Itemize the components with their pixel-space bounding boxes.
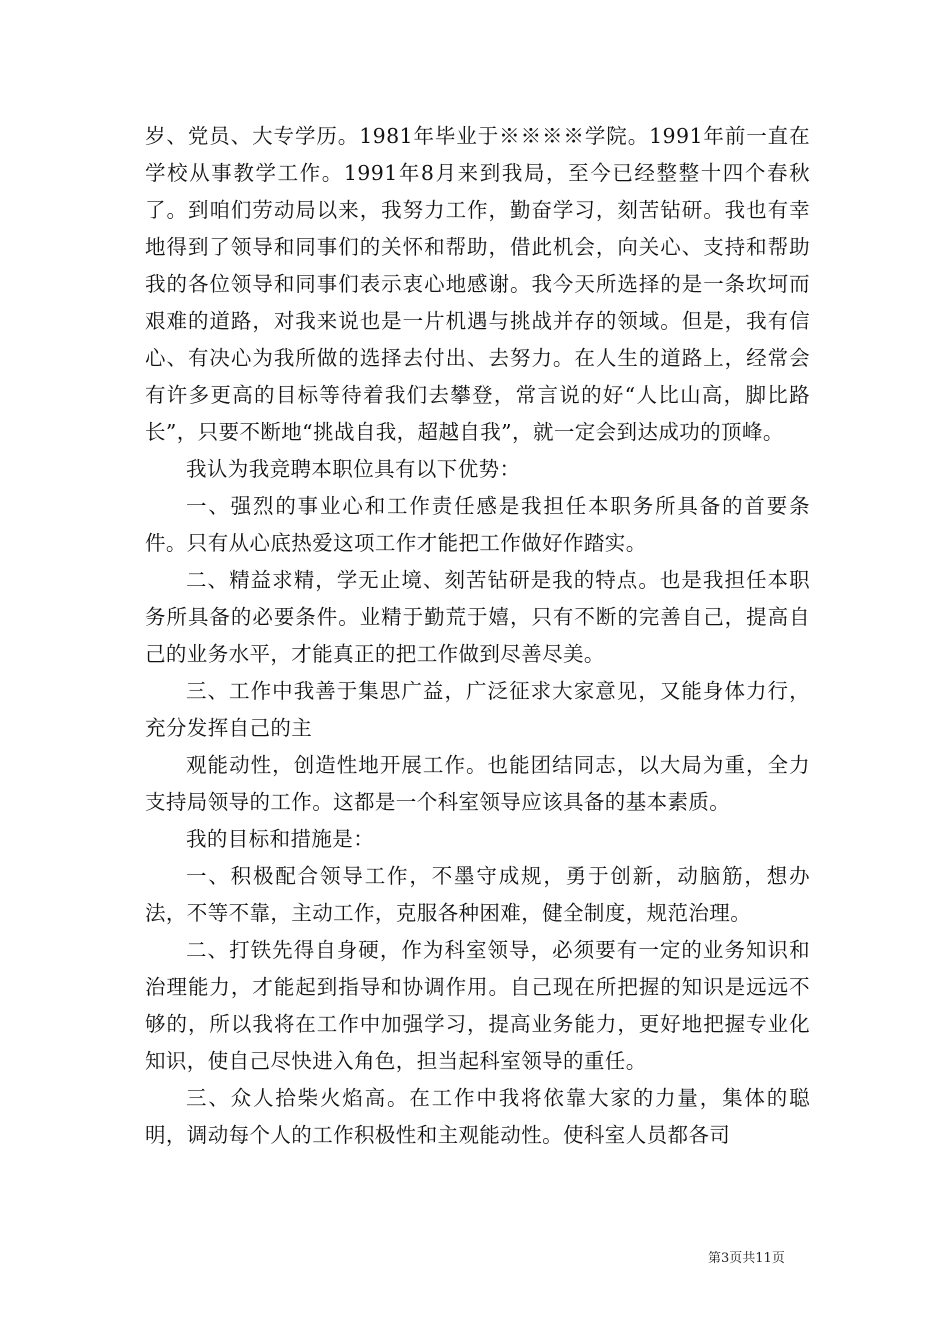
paragraph-advantage-3: 三、工作中我善于集思广益，广泛征求大家意见，又能身体力行，充分发挥自己的主 [145, 679, 810, 740]
paragraph-goal-3: 三、众人拾柴火焰高。在工作中我将依靠大家的力量，集体的聪明，调动每个人的工作积极性和主观能动性。使科室人员都各司 [145, 1086, 810, 1147]
paragraph-goal-2: 二、打铁先得自身硬，作为科室领导，必须要有一定的业务知识和治理能力，才能起到指导和协调作用。自己现在所把握的知识是远远不够的，所以我将在工作中加强学习，提高业务能力，更好地把握专业化知识，使自己尽快进入角色，担当起科室领导的重任。 [145, 938, 810, 1073]
paragraph-advantage-3-continued: 观能动性，创造性地开展工作。也能团结同志，以大局为重，全力支持局领导的工作。这都是一个科室领导应该具备的基本素质。 [145, 753, 810, 814]
paragraph-intro: 岁、党员、大专学历。1981年毕业于※※※※学院。1991年前一直在学校从事教学工作。1991年8月来到我局，至今已经整整十四个春秋了。到咱们劳动局以来，我努力工作，勤奋学习，刻苦钻研。我也有幸地得到了领导和同事们的关怀和帮助，借此机会，向关心、支持和帮助我的各位领导和同事们表示衷心地感谢。我今天所选择的是一条坎坷而艰难的道路，对我来说也是一片机遇与挑战并存的领域。但是，我有信心、有决心为我所做的选择去付出、去努力。在人生的道路上，经常会有许多更高的目标等待着我们去攀登，常言说的好“人比山高，脚比路长”，只要不断地“挑战自我，超越自我”，就一定会到达成功的顶峰。 [145, 124, 810, 444]
paragraph-goal-1: 一、积极配合领导工作，不墨守成规，勇于创新，动脑筋，想办法，不等不靠，主动工作，克服各种困难，健全制度，规范治理。 [145, 864, 810, 925]
paragraph-advantages-heading: 我认为我竞聘本职位具有以下优势： [186, 457, 521, 481]
paragraph-advantage-1: 一、强烈的事业心和工作责任感是我担任本职务所具备的首要条件。只有从心底热爱这项工作才能把工作做好作踏实。 [145, 494, 810, 555]
body-text [145, 118, 810, 1154]
page-number: 第3页共11页 [708, 1251, 785, 1266]
paragraph-advantage-2: 二、精益求精，学无止境、刻苦钻研是我的特点。也是我担任本职务所具备的必要条件。业精于勤荒于嬉，只有不断的完善自己，提高自己的业务水平，才能真正的把工作做到尽善尽美。 [145, 568, 810, 666]
paragraph-goals-heading: 我的目标和措施是： [186, 827, 375, 851]
